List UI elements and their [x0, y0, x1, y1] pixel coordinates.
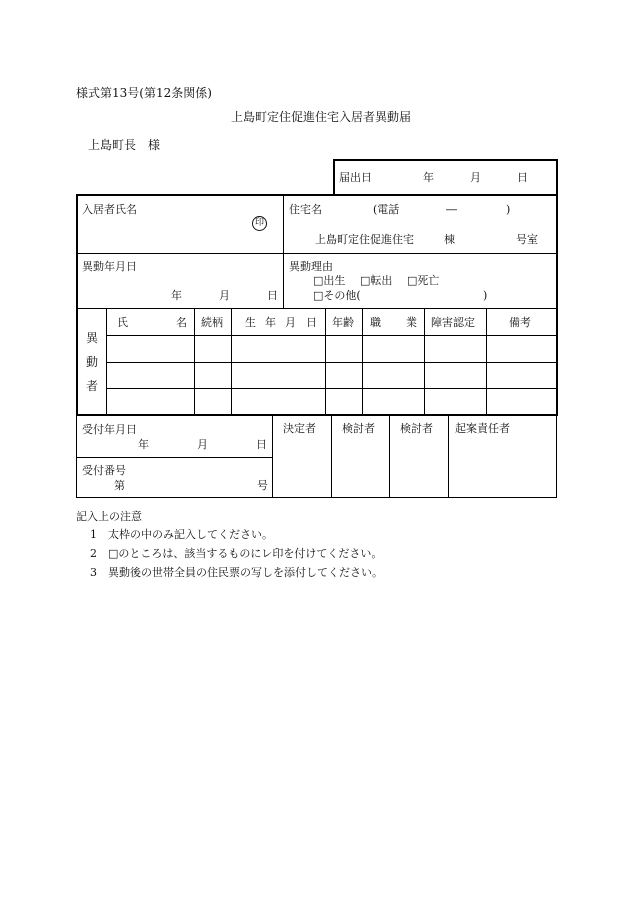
col-job-1: 職 — [370, 316, 381, 329]
building-label: 棟 — [444, 233, 455, 246]
change-reason-label: 異動理由 — [289, 260, 333, 273]
change-day: 日 — [267, 289, 278, 302]
reason-birth-checkbox[interactable]: □出生 — [313, 274, 346, 287]
form-title: 上島町定住促進住宅入居者異動届 — [231, 110, 412, 124]
form-number: 様式第13号(第12条関係) — [76, 86, 212, 100]
phone-dash: ― — [446, 203, 457, 216]
note-num-2: 2 — [90, 547, 97, 560]
col-name-1: 氏 — [117, 316, 128, 329]
reason-death-checkbox[interactable]: □死亡 — [407, 274, 440, 287]
submission-day: 日 — [517, 171, 528, 184]
reviewer-2-label: 検討者 — [400, 422, 433, 435]
col-remarks: 備考 — [509, 316, 531, 329]
note-text-2: □のところは、該当するものにレ印を付けてください。 — [108, 547, 383, 560]
resident-name-label: 入居者氏名 — [82, 203, 137, 216]
notes-title: 記入上の注意 — [76, 510, 142, 523]
movers-side-label-3: 者 — [86, 379, 99, 393]
col-relation: 続柄 — [201, 316, 223, 329]
phone-close: ) — [506, 203, 511, 216]
change-month: 月 — [219, 289, 230, 302]
note-num-3: 3 — [90, 566, 97, 579]
note-text-1: 太枠の中のみ記入してください。 — [108, 528, 273, 541]
col-name-2: 名 — [176, 316, 187, 329]
room-label: 号室 — [516, 233, 538, 246]
received-month: 月 — [197, 438, 208, 451]
reason-other-close: ) — [483, 289, 488, 302]
change-year: 年 — [171, 289, 182, 302]
movers-side-label-2: 動 — [86, 355, 99, 369]
received-number-label: 受付番号 — [82, 464, 126, 477]
reason-moveout-checkbox[interactable]: □転出 — [360, 274, 393, 287]
submission-date-label: 届出日 — [339, 171, 372, 184]
change-date-label: 異動年月日 — [82, 260, 137, 273]
col-birth-1: 生 — [245, 316, 256, 329]
col-job-2: 業 — [406, 316, 417, 329]
housing-name: 上島町定住促進住宅 — [315, 233, 414, 246]
received-year: 年 — [138, 438, 149, 451]
received-number-suffix: 号 — [257, 479, 268, 492]
housing-name-label: 住宅名 — [289, 203, 322, 216]
note-num-1: 1 — [90, 528, 97, 541]
col-disability: 障害認定 — [431, 316, 475, 329]
reason-other-checkbox[interactable]: □その他( — [313, 289, 361, 302]
col-age: 年齢 — [332, 316, 354, 329]
col-birth-4: 日 — [306, 316, 317, 329]
received-day: 日 — [256, 438, 267, 451]
addressee: 上島町長 様 — [88, 138, 161, 152]
col-birth-2: 年 — [265, 316, 276, 329]
movers-side-label-1: 異 — [86, 331, 99, 345]
note-text-3: 異動後の世帯全員の住民票の写しを添付してください。 — [108, 566, 383, 579]
decider-label: 決定者 — [283, 422, 316, 435]
received-date-label: 受付年月日 — [82, 423, 137, 436]
received-number-prefix: 第 — [114, 479, 125, 492]
submission-month: 月 — [470, 171, 481, 184]
drafter-label: 起案責任者 — [455, 422, 510, 435]
phone-label: (電話 — [373, 203, 400, 216]
reviewer-1-label: 検討者 — [342, 422, 375, 435]
submission-year: 年 — [423, 171, 434, 184]
seal-mark: 印 — [252, 216, 267, 231]
col-birth-3: 月 — [285, 316, 296, 329]
